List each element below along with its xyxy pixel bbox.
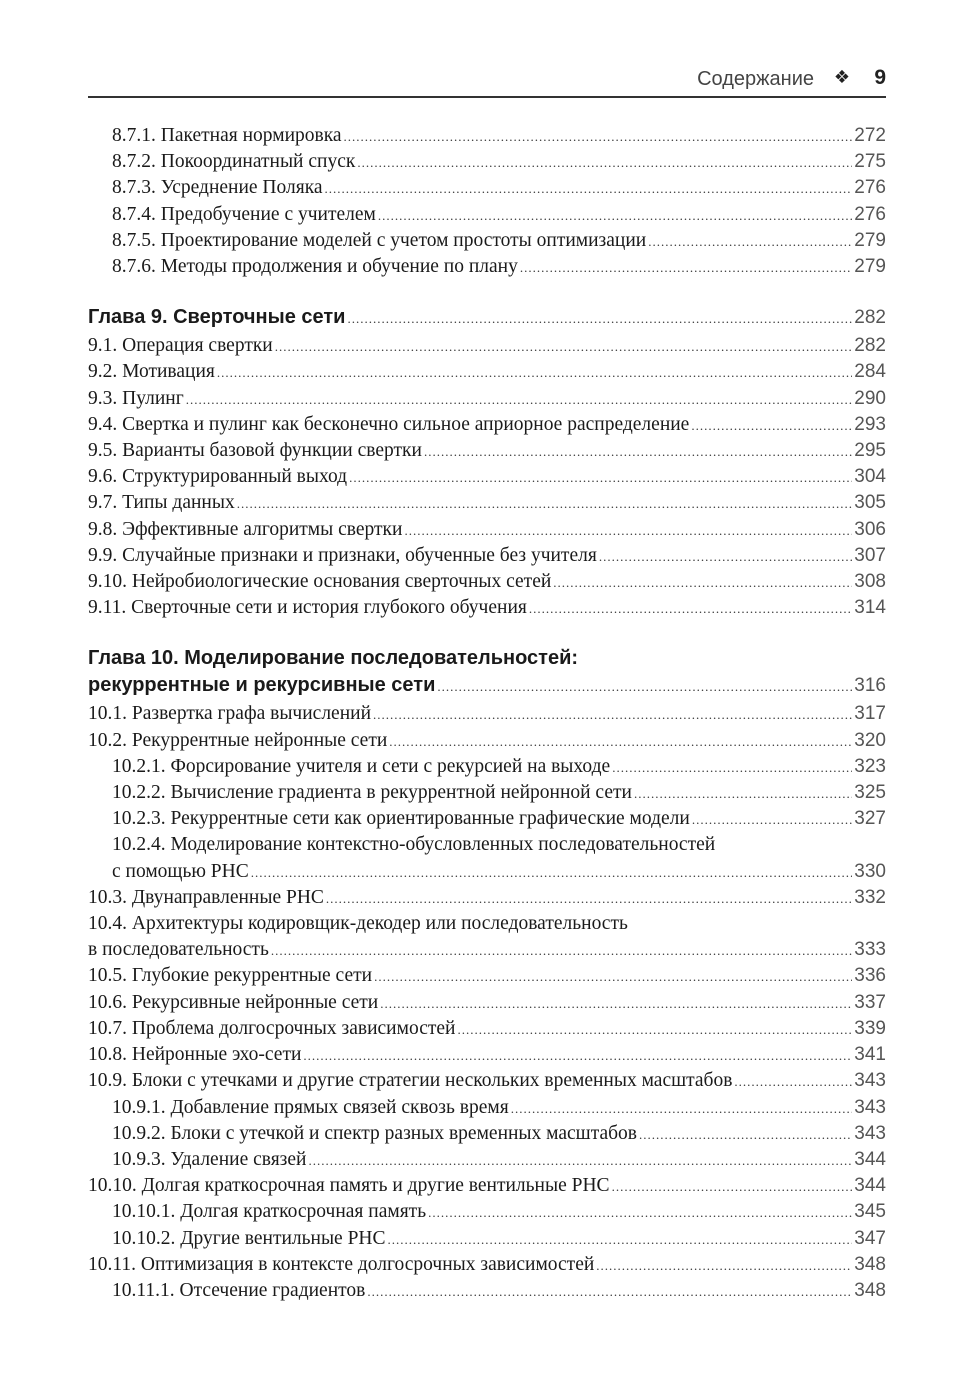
toc-entry-title: 9.2. Мотивация [88, 361, 215, 383]
dot-leader [344, 129, 853, 145]
toc-entry[interactable] [88, 228, 886, 254]
toc-entry-title: 10.10.1. Долгая краткосрочная память [112, 1201, 427, 1223]
dot-leader [378, 208, 852, 224]
toc-entry-title: 9.6. Структурированный выход [88, 466, 348, 488]
toc-entry[interactable] [88, 254, 886, 280]
toc-entry-title: 10.5. Глубокие рекуррентные сети [88, 965, 373, 987]
dot-leader [437, 679, 852, 695]
running-header-title: Содержание [697, 68, 814, 90]
toc-entry-title: 10.2.3. Рекуррентные сети как ориентированные графические модели [112, 808, 690, 830]
dot-leader [347, 311, 852, 327]
toc-entry[interactable] [88, 543, 886, 569]
dot-leader [692, 812, 852, 828]
toc-entry-page: 337 [854, 991, 886, 1013]
toc-entry-title: 9.11. Сверточные сети и история глубокого обучения [88, 597, 527, 619]
toc-entry-page: 282 [854, 307, 886, 329]
dot-leader [374, 969, 852, 985]
dot-leader [596, 1258, 852, 1274]
toc-entry[interactable] [88, 438, 886, 464]
toc-entry-page: 290 [854, 387, 886, 409]
toc-entry-title: 9.8. Эффективные алгоритмы свертки [88, 518, 403, 540]
toc-entry-title: 10.10. Долгая краткосрочная память и другие вентильные РНС [88, 1175, 610, 1197]
toc-entry-title: 10.11. Оптимизация в контексте долгосрочных зависимостей [88, 1253, 595, 1275]
toc-entry[interactable] [88, 963, 886, 989]
toc-entry-page: 330 [854, 860, 886, 882]
toc-entry-title: 10.8. Нейронные эхо-сети [88, 1044, 302, 1066]
toc-entry-page: 279 [854, 256, 886, 278]
toc-entry-page: 276 [854, 203, 886, 225]
dot-leader [734, 1074, 852, 1090]
toc-entry[interactable] [88, 1199, 886, 1225]
toc-entry-title: 10.6. Рекурсивные нейронные сети [88, 991, 379, 1013]
toc-entry-title: 9.3. Пулинг [88, 387, 184, 409]
dot-leader [511, 1101, 853, 1117]
toc-entry-page: 336 [854, 965, 886, 987]
dot-leader [529, 601, 852, 617]
toc-entry-title-continued: рекуррентные и рекурсивные сети [88, 674, 436, 697]
toc-entry-page: 284 [854, 361, 886, 383]
toc-entry-title: 10.9.1. Добавление прямых связей сквозь время [112, 1096, 509, 1118]
toc-entry-title: 9.7. Типы данных [88, 492, 235, 514]
dot-leader [237, 496, 853, 512]
toc-entry-page: 341 [854, 1044, 886, 1066]
toc-entry[interactable] [88, 780, 886, 806]
toc-entry-title: 10.4. Архитектуры кодировщик-декодер или последовательность [88, 913, 628, 935]
toc-entry-title: 10.2.1. Форсирование учителя и сети с рекурсией на выходе [112, 755, 611, 777]
toc-entry-page: 348 [854, 1279, 886, 1301]
toc-entry-title: 9.4. Свертка и пулинг как бесконечно сильное априорное распределение [88, 413, 690, 435]
toc-entry-title: 8.7.4. Предобучение с учителем [112, 203, 376, 225]
toc-entry[interactable] [88, 595, 886, 621]
toc-entry-page: 343 [854, 1096, 886, 1118]
toc-entry-page: 304 [854, 466, 886, 488]
toc-entry-page: 325 [854, 782, 886, 804]
toc-entry-title: 10.2.2. Вычисление градиента в рекуррентной нейронной сети [112, 782, 632, 804]
dot-leader [599, 549, 852, 565]
toc-entry-title: 10.10.2. Другие вентильные РНС [112, 1227, 386, 1249]
toc-entry[interactable] [88, 149, 886, 175]
toc-entry-page: 344 [854, 1148, 886, 1170]
toc-entry-title: 10.2. Рекуррентные нейронные сети [88, 729, 388, 751]
toc-entry-page: 327 [854, 808, 886, 830]
toc-entry[interactable] [88, 1121, 886, 1147]
dot-leader [271, 943, 852, 959]
toc-entry[interactable] [88, 333, 886, 359]
dot-leader [251, 865, 853, 881]
toc-entry-title: 10.9. Блоки с утечками и другие стратегии нескольких временных масштабов [88, 1070, 733, 1092]
dot-leader [217, 365, 852, 381]
toc-entry-page: 332 [854, 886, 886, 908]
running-header [88, 62, 886, 98]
toc-entry-title: 10.2.4. Моделирование контекстно-обусловленных последовательностей [112, 834, 716, 856]
toc-entry-title: 10.9.2. Блоки с утечкой и спектр разных временных масштабов [112, 1122, 637, 1144]
toc-entry-page: 314 [854, 597, 886, 619]
toc-entry-page: 344 [854, 1175, 886, 1197]
toc-chapter-entry[interactable] [88, 645, 886, 701]
toc-entry[interactable] [88, 1278, 886, 1304]
toc-entry-title: Глава 9. Сверточные сети [88, 306, 346, 329]
dot-leader [520, 260, 852, 276]
toc-entry[interactable] [88, 806, 886, 832]
toc-entry[interactable] [88, 464, 886, 490]
toc-entry-title-continued: в последовательность [88, 939, 269, 961]
table-of-contents [88, 123, 886, 1304]
toc-entry-page: 282 [854, 335, 886, 357]
dot-leader [388, 1232, 853, 1248]
toc-entry[interactable] [88, 885, 886, 911]
toc-entry-page: 347 [854, 1227, 886, 1249]
toc-entry-page: 339 [854, 1017, 886, 1039]
toc-entry[interactable] [88, 569, 886, 595]
toc-entry[interactable] [88, 175, 886, 201]
toc-entry[interactable] [88, 123, 886, 149]
dot-leader [404, 523, 852, 539]
toc-entry[interactable] [88, 832, 886, 884]
toc-entry-page: 272 [854, 125, 886, 146]
toc-entry[interactable] [88, 412, 886, 438]
toc-entry-title: 10.7. Проблема долгосрочных зависимостей [88, 1017, 456, 1039]
toc-entry[interactable] [88, 202, 886, 228]
toc-entry[interactable] [88, 1173, 886, 1199]
dot-leader [275, 339, 853, 355]
toc-entry-title: 10.1. Развертка графа вычислений [88, 703, 372, 725]
toc-entry-page: 317 [854, 703, 886, 725]
dot-leader [326, 891, 852, 907]
toc-entry-page: 293 [854, 413, 886, 435]
toc-entry[interactable] [88, 1147, 886, 1173]
toc-entry-page: 348 [854, 1253, 886, 1275]
toc-entry-title: 10.9.3. Удаление связей [112, 1148, 307, 1170]
dot-leader [428, 1205, 852, 1221]
toc-entry-page: 306 [854, 518, 886, 540]
dot-leader [303, 1048, 852, 1064]
dot-leader [380, 996, 852, 1012]
dot-leader [389, 734, 852, 750]
dot-leader [308, 1153, 852, 1169]
dot-leader [349, 470, 852, 486]
page-number: 9 [874, 66, 886, 89]
dot-leader [612, 760, 852, 776]
toc-entry-title: 9.1. Операция свертки [88, 335, 273, 357]
toc-entry-page: 279 [854, 229, 886, 251]
toc-entry-title: 8.7.1. Пакетная нормировка [112, 125, 342, 146]
toc-entry[interactable] [88, 1068, 886, 1094]
dot-leader [367, 1284, 852, 1300]
toc-entry[interactable] [88, 1042, 886, 1068]
toc-entry[interactable] [88, 911, 886, 963]
dot-leader [357, 155, 852, 171]
dot-leader [639, 1127, 852, 1143]
dot-leader [612, 1179, 853, 1195]
toc-entry-title: Глава 10. Моделирование последовательностей: [88, 647, 579, 670]
toc-entry[interactable] [88, 359, 886, 385]
toc-entry[interactable] [88, 1016, 886, 1042]
toc-entry-title: 8.7.2. Покоординатный спуск [112, 151, 356, 173]
dot-leader [553, 575, 852, 591]
toc-entry-page: 323 [854, 755, 886, 777]
toc-entry-page: 343 [854, 1070, 886, 1092]
dot-leader [634, 786, 852, 802]
toc-entry-page: 276 [854, 177, 886, 199]
toc-entry-page: 307 [854, 544, 886, 566]
toc-entry-page: 345 [854, 1201, 886, 1223]
toc-entry[interactable] [88, 728, 886, 754]
toc-entry[interactable] [88, 990, 886, 1016]
toc-entry[interactable] [88, 517, 886, 543]
toc-entry-page: 305 [854, 492, 886, 514]
toc-entry-page: 333 [854, 939, 886, 961]
toc-entry-title: 9.5. Варианты базовой функции свертки [88, 440, 422, 462]
toc-entry-page: 295 [854, 440, 886, 462]
toc-entry-page: 320 [854, 729, 886, 751]
dot-leader [457, 1022, 852, 1038]
toc-entry-title-continued: с помощью РНС [112, 860, 249, 882]
dot-leader [373, 707, 852, 723]
toc-entry-page: 316 [854, 675, 886, 697]
dot-leader [424, 444, 852, 460]
toc-entry-title: 9.10. Нейробиологические основания сверточных сетей [88, 571, 552, 593]
toc-entry-title: 8.7.3. Усреднение Поляка [112, 177, 323, 199]
toc-entry-title: 10.3. Двунаправленные РНС [88, 886, 324, 908]
toc-entry-page: 308 [854, 571, 886, 593]
toc-entry[interactable] [88, 1226, 886, 1252]
toc-entry[interactable] [88, 490, 886, 516]
toc-entry-title: 8.7.5. Проектирование моделей с учетом простоты оптимизации [112, 229, 647, 251]
toc-entry-page: 343 [854, 1122, 886, 1144]
dot-leader [648, 234, 852, 250]
toc-entry[interactable] [88, 1252, 886, 1278]
toc-entry-title: 10.11.1. Отсечение градиентов [112, 1279, 366, 1301]
dot-leader [325, 181, 853, 197]
ornament-icon: ❖ [833, 67, 850, 88]
toc-entry[interactable] [88, 754, 886, 780]
toc-entry[interactable] [88, 1095, 886, 1121]
toc-entry-title: 9.9. Случайные признаки и признаки, обученные без учителя [88, 544, 597, 566]
dot-leader [186, 392, 853, 408]
toc-chapter-entry[interactable] [88, 304, 886, 333]
toc-entry-title: 8.7.6. Методы продолжения и обучение по плану [112, 256, 518, 278]
toc-entry-page: 275 [854, 151, 886, 173]
dot-leader [691, 418, 852, 434]
toc-entry[interactable] [88, 386, 886, 412]
toc-entry[interactable] [88, 701, 886, 727]
